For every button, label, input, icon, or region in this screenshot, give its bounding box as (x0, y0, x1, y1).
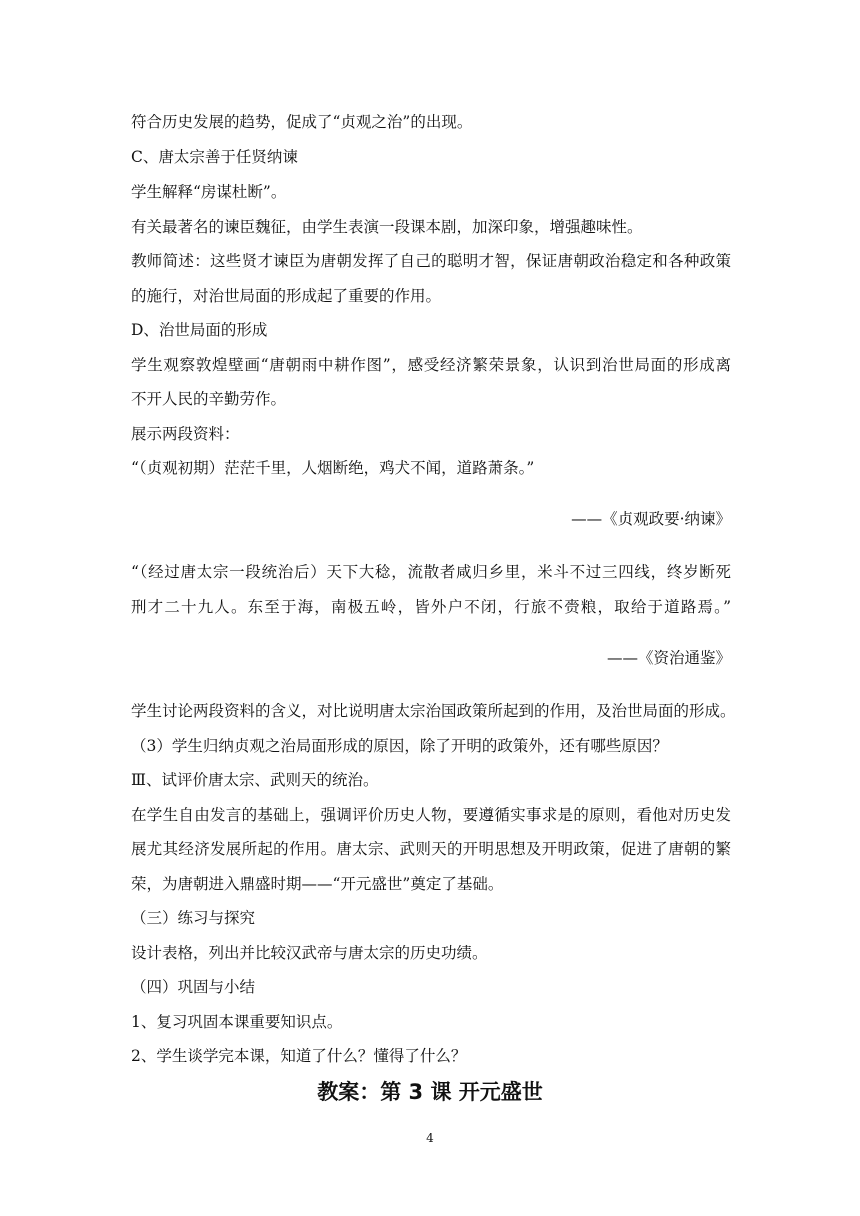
quote-source: ——《贞观政要·纳谏》 (571, 510, 731, 528)
text-line: 学生解释“房谋杜断”。 (131, 183, 287, 201)
text-line: 展尤其经济发展所起的作用。唐太宗、武则天的开明思想及开明政策，促进了唐朝的繁 (131, 840, 731, 858)
lesson-title: 教案：第 3 课 开元盛世 (317, 1080, 543, 1104)
text-line: （3）学生归纳贞观之治局面形成的原因，除了开明的政策外，还有哪些原因？ (131, 737, 668, 755)
section-heading: （四）巩固与小结 (131, 978, 256, 996)
text-line: 符合历史发展的趋势，促成了“贞观之治”的出现。 (131, 113, 473, 131)
list-item: 2、学生谈学完本课，知道了什么？懂得了什么？ (131, 1047, 467, 1065)
text-line: 有关最著名的谏臣魏征，由学生表演一段课本剧，加深印象，增强趣味性。 (131, 218, 643, 236)
text-line: 展示两段资料： (131, 425, 240, 443)
quote-text: 刑才二十九人。东至于海，南极五岭，皆外户不闭，行旅不赍粮，取给于道路焉。” (131, 598, 731, 616)
text-line: 学生观察敦煌壁画“唐朝雨中耕作图”，感受经济繁荣景象，认识到治世局面的形成离 (131, 356, 731, 374)
section-heading: Ⅲ、试评价唐太宗、武则天的统治。 (131, 771, 379, 789)
text-line: D、治世局面的形成 (131, 321, 268, 339)
text-line: 荣，为唐朝进入鼎盛时期——“开元盛世”奠定了基础。 (131, 875, 504, 893)
text-line: 教师简述：这些贤才谏臣为唐朝发挥了自己的聪明才智，保证唐朝政治稳定和各种政策 (131, 252, 731, 270)
text-line: 不开人民的辛勤劳作。 (131, 390, 287, 408)
text-line: 学生讨论两段资料的含义，对比说明唐太宗治国政策所起到的作用，及治世局面的形成。 (131, 702, 736, 720)
text-line: 的施行，对治世局面的形成起了重要的作用。 (131, 287, 442, 305)
text-line: 设计表格，列出并比较汉武帝与唐太宗的历史功绩。 (131, 944, 488, 962)
quote-source: ——《资治通鉴》 (606, 649, 731, 667)
page-number: 4 (426, 1131, 434, 1145)
text-line: C、唐太宗善于任贤纳谏 (131, 148, 298, 166)
text-line: 在学生自由发言的基础上，强调评价历史人物，要遵循实事求是的原则，看他对历史发 (131, 806, 731, 824)
quote-text: “（贞观初期）茫茫千里，人烟断绝，鸡犬不闻，道路萧条。” (131, 459, 535, 477)
section-heading: （三）练习与探究 (131, 909, 256, 927)
list-item: 1、复习巩固本课重要知识点。 (131, 1013, 343, 1031)
quote-text: “（经过唐太宗一段统治后）天下大稔，流散者咸归乡里，米斗不过三四线，终岁断死 (131, 563, 731, 581)
